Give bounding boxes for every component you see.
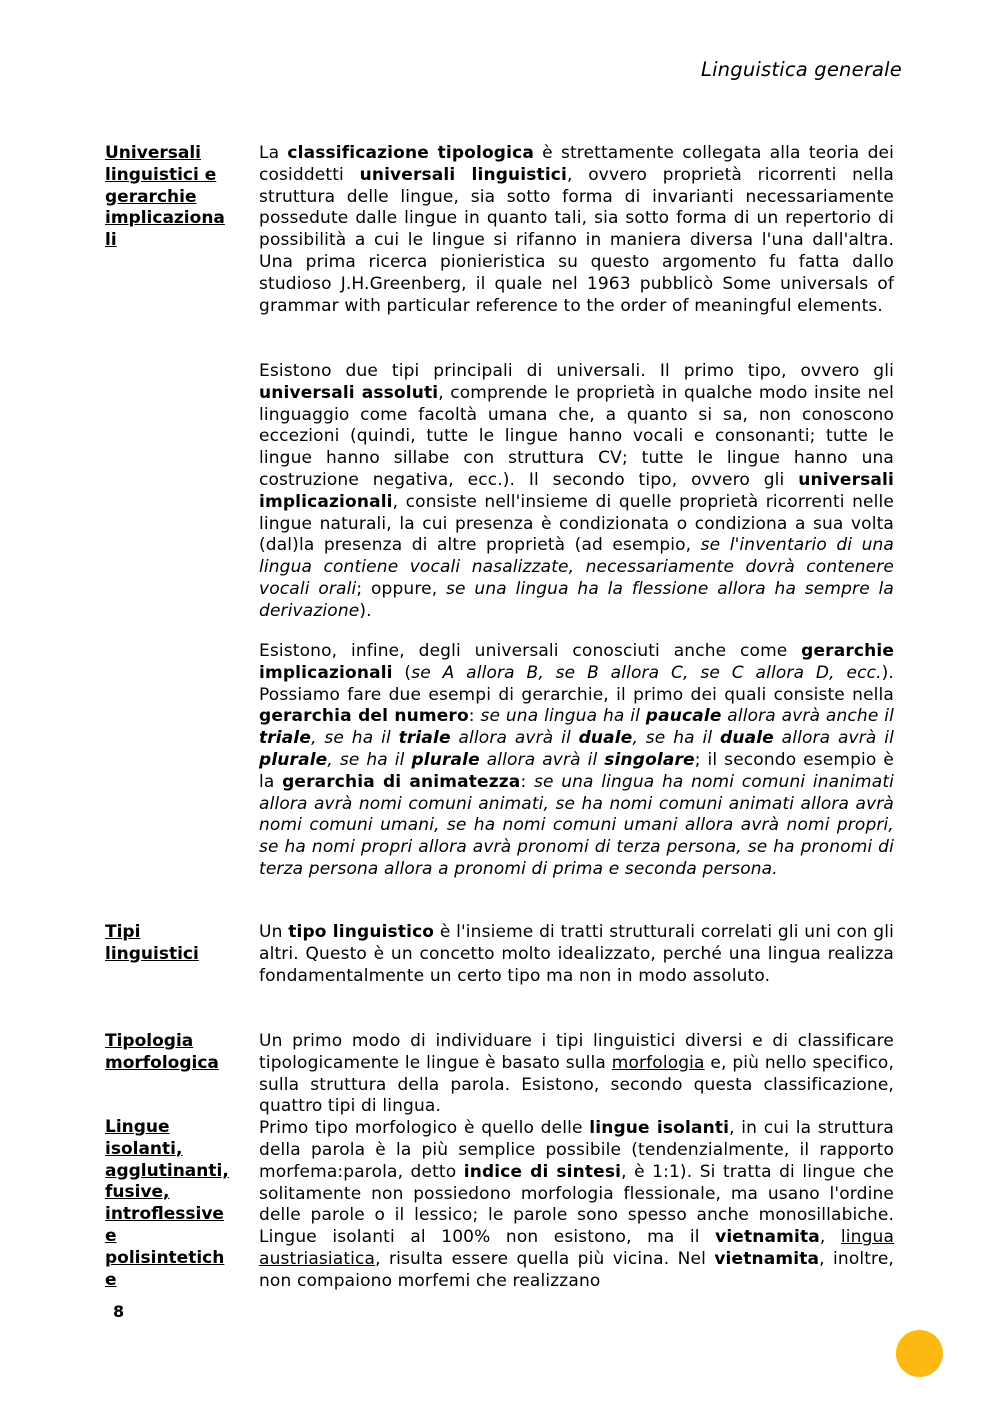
decorative-dot-icon	[896, 1330, 943, 1377]
link-lingua-austriasiatica[interactable]: lingua austriasiatica	[259, 1227, 895, 1269]
paragraph-gerarchie: Esistono, infine, degli universali conosciuti anche come gerarchie implicazionali (se A allora B, se B allora C, se C allora D, ecc.). Possiamo fare due esempi di gerarchie, il primo dei quali consiste nella gerarchia del numero: se una lingua ha il paucale allora avrà anche il triale, se ha il triale allora avrà il duale, se ha il duale allora avrà il plurale, se ha il plurale allora avrà il singolare; il secondo esempio è la gerarchia di animatezza: se una lingua ha nomi comuni inanimati allora avrà nomi comuni animati, se ha nomi comuni animati allora avrà nomi comuni umani, se ha nomi comuni umani allora avrà nomi propri, se ha nomi propri allora avrà pronomi di terza persona, se ha pronomi di terza persona allora a pronomi di prima e seconda persona.	[259, 641, 895, 879]
paragraph-tipo-linguistico: Un tipo linguistico è l'insieme di tratti strutturali correlati gli uni con gli altri. Questo è un concetto molto idealizzato, perché una lingua realizza fondamentalmente un certo tipo ma non in modo assoluto.	[259, 922, 894, 986]
paragraph-classificazione: La classificazione tipologica è strettamente collegata alla teoria dei cosiddetti universali linguistici, ovvero proprietà ricorrenti nella struttura delle lingue, sia sotto forma di invarianti necessariamente possedute dalle lingue in quanto tali, sia sotto forma di un repertorio di possibilità a cui le lingue si rifanno in maniera diversa l'una dall'altra. Una prima ricerca pionieristica su questo argomento fu fatta dallo studioso J.H.Greenberg, il quale nel 1963 pubblicò Some universals of grammar with particular reference to the order of meaningful elements.	[259, 143, 894, 316]
page-number: 8	[113, 1302, 125, 1321]
link-morfologia[interactable]: morfologia	[611, 1052, 705, 1073]
sidebar-heading-tipologia: Tipologia morfologica	[105, 1031, 219, 1073]
paragraph-universali: Esistono due tipi principali di universali. Il primo tipo, ovvero gli universali assoluti, comprende le proprietà in qualche modo insite nel linguaggio come facoltà umana che, a quanto si sa, non conoscono eccezioni (quindi, tutte le lingue hanno vocali e consonanti; tutte le lingue hanno sillabe con struttura CV; tutte le lingue hanno una costruzione negativa, ecc.). Il secondo tipo, ovvero gli universali implicazionali, consiste nell'insieme di quelle proprietà ricorrenti nelle lingue naturali, la cui presenza è condizionata o condiziona a sua volta (dal)la presenza di altre proprietà (ad esempio, se l'inventario di una lingua contiene vocali nasalizzate, necessariamente dovrà contenere vocali orali; oppure, se una lingua ha la flessione allora ha sempre la derivazione).	[259, 361, 894, 621]
running-header: Linguistica generale	[701, 58, 902, 81]
sidebar-heading-tipi: Tipi linguistici	[105, 922, 199, 964]
sidebar-heading-universali: Universali linguistici e gerarchie implicaziona li	[105, 143, 225, 251]
sidebar-heading-lingue: Lingue isolanti, agglutinanti, fusive, introflessive e polisintetich e	[105, 1117, 229, 1290]
paragraph-tipologia-morfologica: Un primo modo di individuare i tipi linguistici diversi e di classificare tipologicamente le lingue è basato sulla morfologia e, più nello specifico, sulla struttura della parola. Esistono, secondo questa classificazione, quattro tipi di lingua. Primo tipo morfologico è quello delle lingue isolanti, in cui la struttura della parola è la più semplice possibile (tendenzialmente, il rapporto morfema:parola, detto indice di sintesi, è 1:1). Si tratta di lingue che solitamente non possiedono morfologia flessionale, ma usano l'ordine delle parole o il lessico; le parole sono spesso anche monosillabiche. Lingue isolanti al 100% non esistono, ma il vietnamita, lingua austriasiatica, risulta essere quella più vicina. Nel vietnamita, inoltre, non compaiono morfemi che realizzano	[259, 1031, 895, 1291]
